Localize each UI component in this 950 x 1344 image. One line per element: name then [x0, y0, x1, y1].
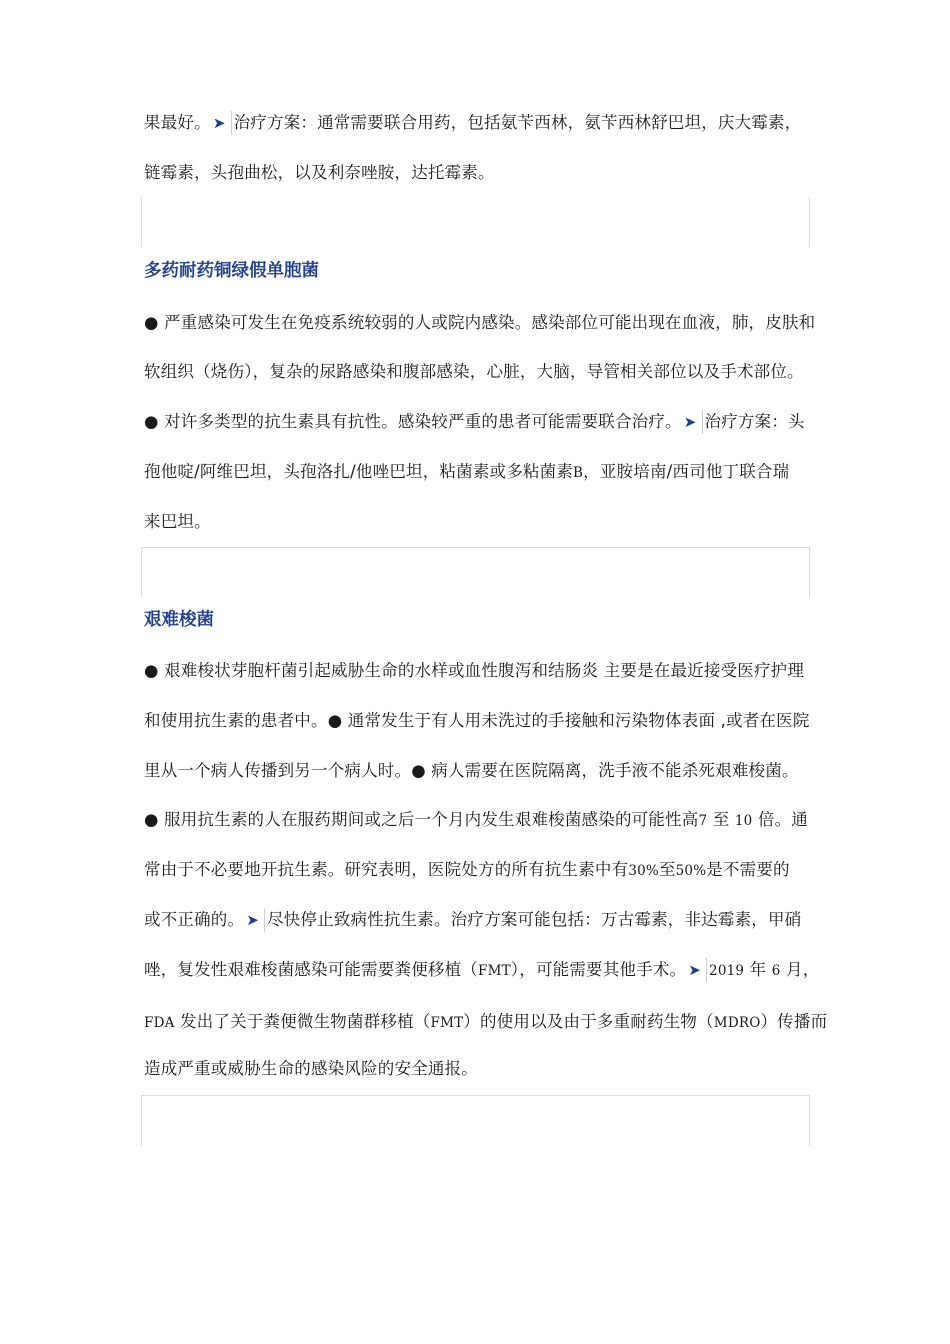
text-segment: 7	[698, 813, 708, 829]
text-segment: FDA	[144, 1015, 175, 1031]
paragraph-line: 软组织（烧伤），复杂的尿路感染和腹部感染，心脏，大脑，导管相关部位以及手术部位。	[144, 362, 804, 381]
text-segment: 孢他啶/阿维巴坦，头孢洛扎/他唑巴坦，粘菌素或多粘菌素	[144, 462, 574, 481]
text-segment: 至	[707, 810, 735, 829]
paragraph-line: 造成严重或威胁生命的感染风险的安全通报。	[144, 1059, 478, 1078]
text-segment: ）传播而	[760, 1012, 828, 1031]
text-segment: 至	[658, 860, 676, 879]
text-segment: 果最好。	[144, 113, 211, 132]
text-segment: ），可能需要其他手术。	[510, 960, 687, 979]
paragraph-line: 和使用抗生素的患者中。● 通常发生于有人用未洗过的手接触和污染物体表面 ,或者在医院	[144, 711, 810, 730]
text-segment: FMT	[478, 963, 511, 979]
text-segment: 30%	[628, 863, 659, 879]
text-segment: MDRO	[713, 1015, 761, 1031]
section-heading: 多药耐药铜绿假单胞菌	[144, 261, 319, 281]
text-segment: ，亚胺培南/西司他丁联合瑞	[583, 462, 790, 481]
empty-table-cell	[141, 1095, 810, 1146]
empty-table-cell	[141, 197, 810, 247]
paragraph-line: 来巴坦。	[144, 512, 211, 531]
text-segment: 尽快停止致病性抗生素。治疗方案可能包括：万古霉素，非达霉素，甲硝	[266, 910, 802, 929]
text-segment: 10	[734, 813, 753, 829]
text-segment: 是不需要的	[706, 860, 790, 879]
paragraph-line: 里从一个病人传播到另一个病人时。● 病人需要在医院隔离，洗手液不能杀死艰难梭菌。	[144, 761, 799, 780]
paragraph-line	[144, 410, 814, 434]
arrow-bullet-icon: ➤	[211, 111, 232, 135]
text-segment: ● 对许多类型的抗生素具有抗性。感染较严重的患者可能需要联合治疗。	[144, 412, 682, 431]
paragraph-line: ● 艰难梭状芽胞杆菌引起威胁生命的水样或血性腹泻和结肠炎 主要是在最近接受医疗护理	[144, 661, 805, 680]
paragraph-line: 链霉素，头孢曲松，以及利奈唑胺，达托霉素。	[144, 163, 495, 182]
text-segment: 常由于不必要地开抗生素。研究表明，医院处方的所有抗生素中有	[144, 860, 629, 879]
text-segment: 50%	[675, 863, 707, 879]
text-segment: 月，	[780, 960, 820, 979]
arrow-bullet-icon: ➤	[686, 958, 707, 982]
text-segment: 治疗方案：通常需要联合用药，包括氨苄西林，氨苄西林舒巴坦，庆大霉素，	[233, 113, 802, 132]
paragraph-line	[144, 111, 814, 135]
text-segment: ● 服用抗生素的人在服药期间或之后一个月内发生艰难梭菌感染的可能性高	[144, 810, 699, 829]
paragraph-line	[144, 808, 814, 833]
paragraph-line	[144, 1010, 828, 1035]
arrow-bullet-icon: ➤	[244, 908, 265, 932]
text-segment: FMT	[430, 1015, 464, 1031]
paragraph-line: ● 严重感染可发生在免疫系统较弱的人或院内感染。感染部位可能出现在血液，肺，皮肤和	[144, 313, 816, 332]
text-segment: 年	[744, 960, 772, 979]
paragraph-line	[144, 908, 814, 932]
paragraph-line	[144, 958, 820, 983]
paragraph-line	[144, 858, 814, 883]
text-segment: B	[573, 465, 584, 481]
section-heading: 艰难梭菌	[144, 610, 214, 630]
text-segment: 发出了关于粪便微生物菌群移植（	[174, 1012, 431, 1031]
empty-table-cell	[141, 547, 810, 598]
text-segment: 倍。通	[752, 810, 808, 829]
paragraph-line	[144, 460, 814, 485]
text-segment: 6	[771, 963, 781, 979]
text-segment: ）的使用以及由于多重耐药生物（	[463, 1012, 714, 1031]
text-segment: 或不正确的。	[144, 910, 245, 929]
text-segment: 唑，复发性艰难梭菌感染可能需要粪便移植（	[144, 960, 478, 979]
text-segment: 2019	[709, 963, 745, 979]
text-segment: 治疗方案：头	[704, 412, 805, 431]
arrow-bullet-icon: ➤	[682, 410, 703, 434]
